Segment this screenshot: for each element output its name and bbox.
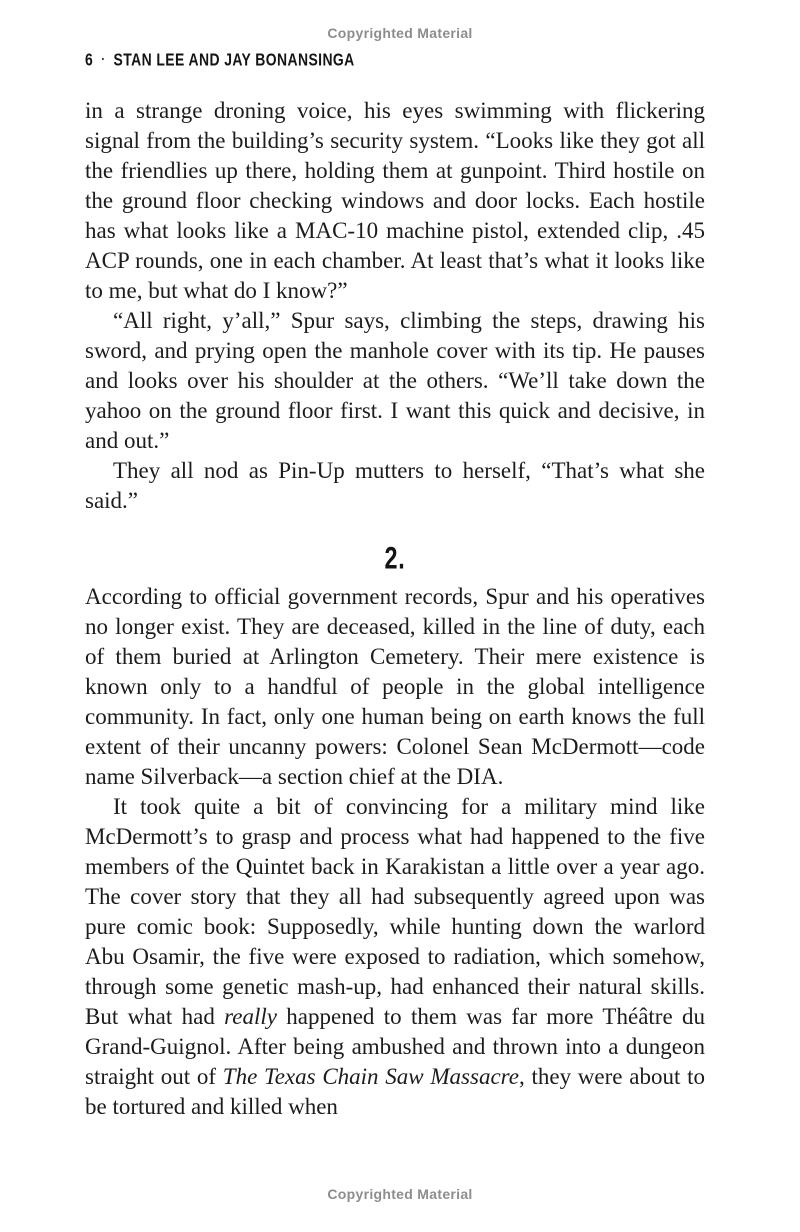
paragraph: [85, 582, 705, 792]
text-segment: They all nod as Pin-Up mutters to herself, “That’s what she said.”: [85, 458, 705, 513]
body-text: [85, 96, 705, 1122]
text-segment: in a strange droning voice, his eyes swimming with flickering signal from the building’s security system. “Looks like they got all the friendlies up there, holding them at gunpoint. Third hostile on the ground floor checking windows and door locks. Each hostile has what looks like a MAC-10 machine pistol, extended clip, .45 ACP rounds, one in each chamber. At least that’s what it looks like to me, but what do I know?”: [85, 98, 705, 303]
header-separator: ·: [101, 51, 106, 67]
copyright-notice-bottom: Copyrighted Material: [327, 1186, 473, 1202]
italic-text-segment: really: [224, 1004, 277, 1029]
text-segment: happened to them was far more Théâtre du Grand-Guignol. After being ambushed and thrown into a dungeon straight out of: [85, 1004, 705, 1089]
paragraph: [85, 306, 705, 456]
text-segment: According to official government records, Spur and his operatives no longer exist. They are deceased, killed in the line of duty, each of them buried at Arlington Cemetery. Their mere existence is known only to a handful of people in the global intelligence community. In fact, only one human being on earth knows the full extent of their uncanny powers: Colonel Sean McDermott—code name Silverback—a section chief at the DIA.: [85, 584, 705, 789]
text-segment: “All right, y’all,” Spur says, climbing the steps, drawing his sword, and prying open the manhole cover with its tip. He pauses and looks over his shoulder at the others. “We’ll take down the yahoo on the ground floor first. I want this quick and decisive, in and out.”: [85, 308, 705, 453]
copyright-notice-top: Copyrighted Material: [327, 25, 473, 41]
text-segment: It took quite a bit of convincing for a military mind like McDermott’s to grasp and process what had happened to the five members of the Quintet back in Karakistan a little over a year ago. The cover story that they all had subsequently agreed upon was pure comic book: Supposedly, while hunting down the warlord Abu Osamir, the five were exposed to radiation, which somehow, through some genetic mash-up, had enhanced their natural skills. But what had: [85, 794, 705, 1029]
page-header: [85, 50, 355, 71]
paragraph: [85, 792, 705, 1122]
paragraph: [85, 456, 705, 516]
page-number: 6: [85, 50, 94, 70]
section-heading: 2.: [384, 541, 406, 576]
running-head: STAN LEE AND JAY BONANSINGA: [113, 50, 355, 70]
paragraph: [85, 96, 705, 306]
text-segment: , they were about to be tortured and killed when: [85, 1064, 705, 1119]
italic-text-segment: The Texas Chain Saw Massacre: [222, 1064, 519, 1089]
